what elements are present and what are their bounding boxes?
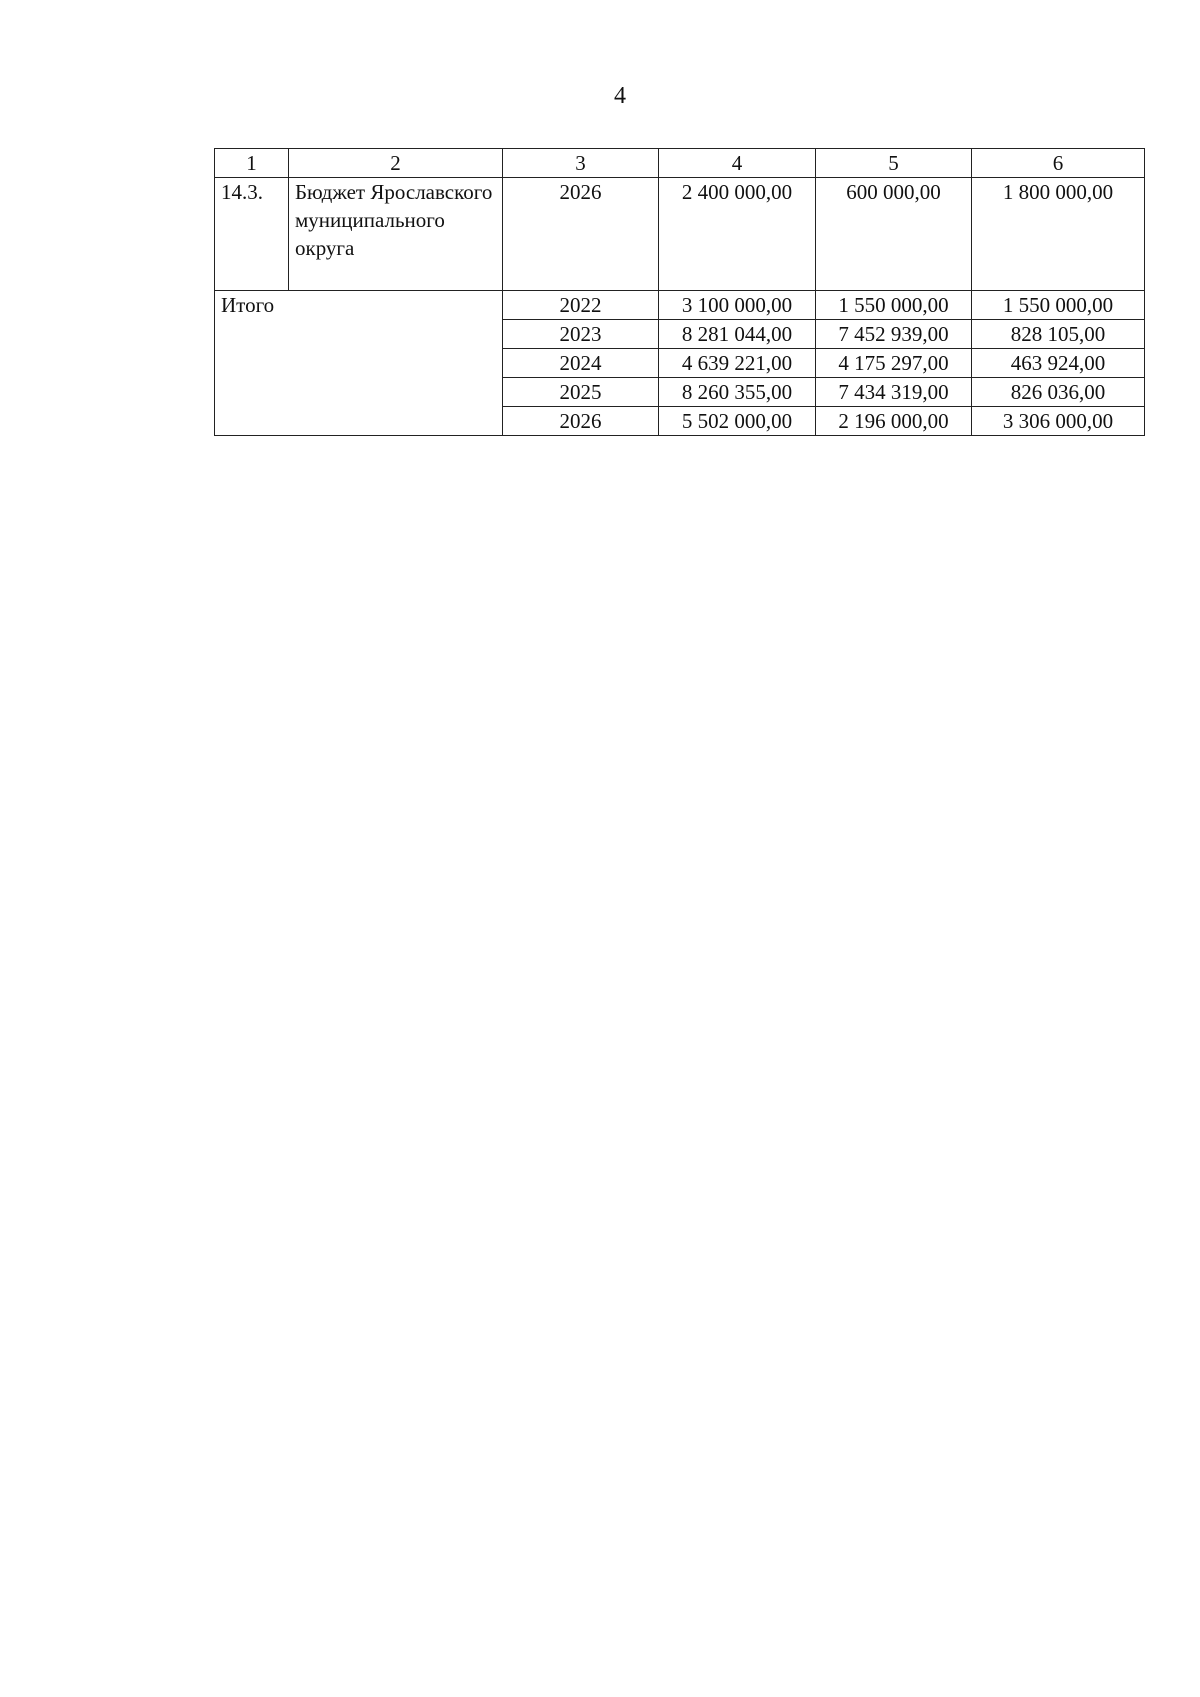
amount-cell: 1 550 000,00 (972, 291, 1145, 320)
amount-cell: 8 260 355,00 (659, 378, 816, 407)
amount-cell: 2 400 000,00 (659, 178, 816, 291)
table-row (215, 291, 1145, 320)
amount-cell: 7 434 319,00 (816, 378, 972, 407)
page-number: 4 (614, 83, 626, 109)
header-cell: 4 (659, 149, 816, 178)
amount-cell: 828 105,00 (972, 320, 1145, 349)
funding-source: Бюджет Ярославского муниципального округа (289, 178, 503, 291)
year-cell: 2023 (503, 320, 659, 349)
amount-cell: 8 281 044,00 (659, 320, 816, 349)
amount-cell: 1 800 000,00 (972, 178, 1145, 291)
amount-cell: 826 036,00 (972, 378, 1145, 407)
year-cell: 2026 (503, 178, 659, 291)
amount-cell: 1 550 000,00 (816, 291, 972, 320)
year-cell: 2026 (503, 407, 659, 436)
year-cell: 2024 (503, 349, 659, 378)
amount-cell: 3 100 000,00 (659, 291, 816, 320)
table-row (215, 178, 1145, 291)
header-cell: 3 (503, 149, 659, 178)
header-cell: 5 (816, 149, 972, 178)
amount-cell: 4 175 297,00 (816, 349, 972, 378)
header-cell: 2 (289, 149, 503, 178)
amount-cell: 5 502 000,00 (659, 407, 816, 436)
amount-cell: 7 452 939,00 (816, 320, 972, 349)
total-label: Итого (215, 291, 503, 436)
amount-cell: 463 924,00 (972, 349, 1145, 378)
year-cell: 2022 (503, 291, 659, 320)
year-cell: 2025 (503, 378, 659, 407)
header-cell: 6 (972, 149, 1145, 178)
amount-cell: 3 306 000,00 (972, 407, 1145, 436)
table-header-row (215, 149, 1145, 178)
budget-table (214, 148, 1145, 436)
header-cell: 1 (215, 149, 289, 178)
amount-cell: 4 639 221,00 (659, 349, 816, 378)
amount-cell: 2 196 000,00 (816, 407, 972, 436)
amount-cell: 600 000,00 (816, 178, 972, 291)
row-number: 14.3. (215, 178, 289, 291)
